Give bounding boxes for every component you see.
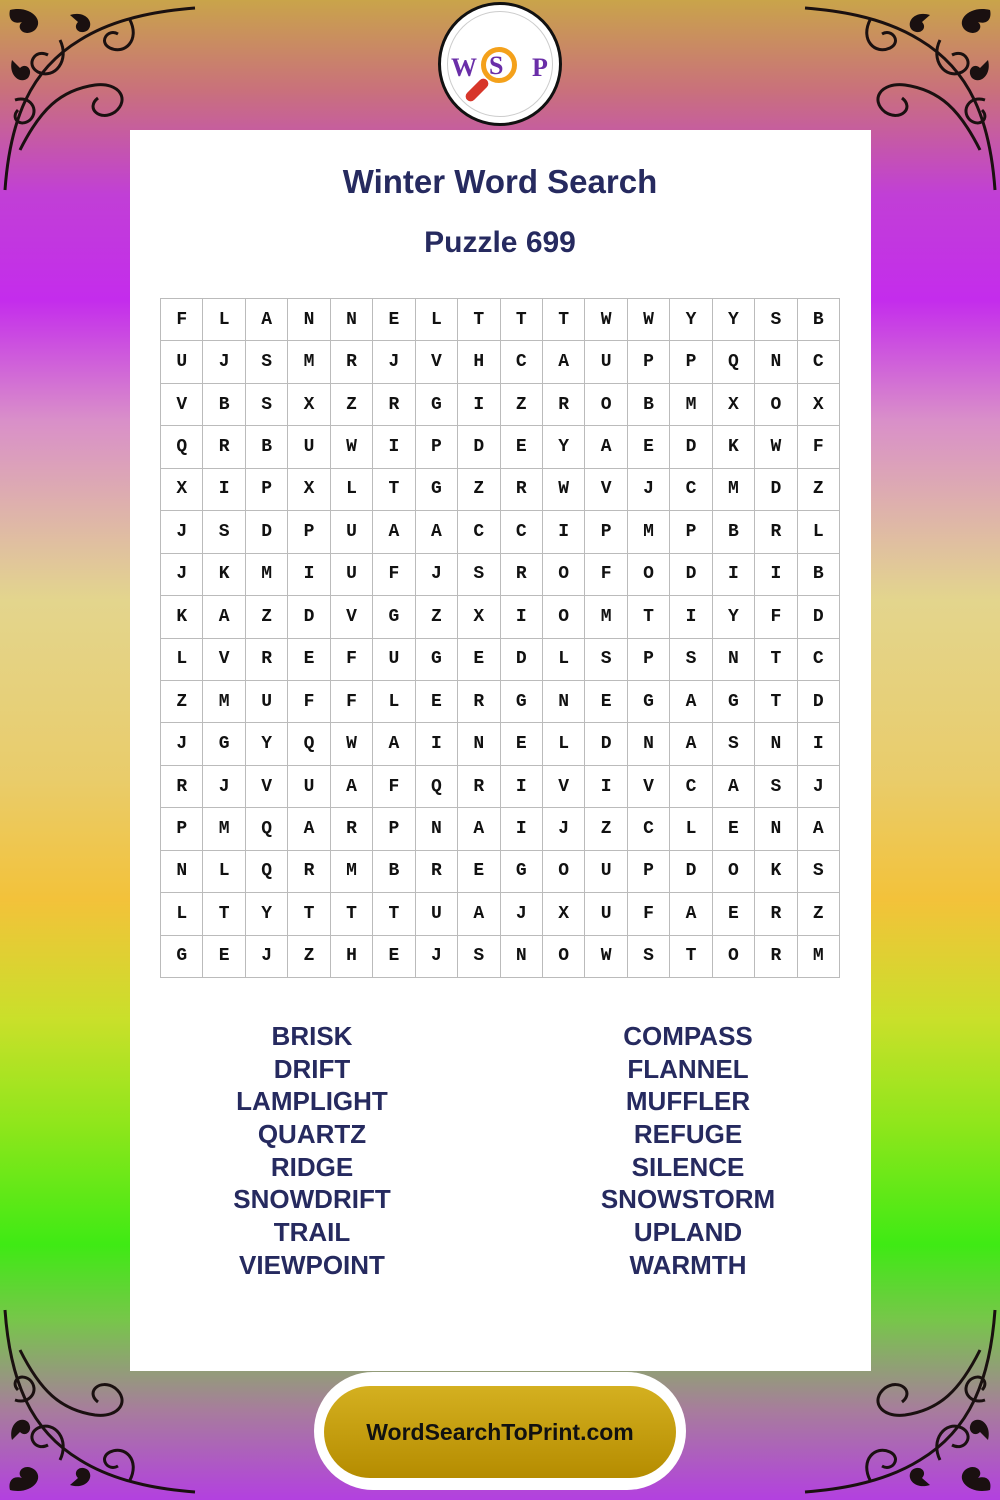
letter-grid bbox=[160, 298, 840, 978]
grid-cell[interactable]: L bbox=[416, 299, 458, 341]
grid-cell[interactable]: Z bbox=[458, 469, 500, 511]
grid-cell[interactable]: F bbox=[628, 893, 670, 935]
word-list-item: BRISK bbox=[271, 1021, 353, 1051]
grid-cell[interactable]: E bbox=[203, 936, 245, 978]
grid-cell[interactable]: P bbox=[416, 426, 458, 468]
puzzle-number: Puzzle 699 bbox=[424, 226, 576, 259]
grid-cell[interactable]: O bbox=[585, 384, 627, 426]
grid-cell[interactable]: N bbox=[331, 299, 373, 341]
grid-cell[interactable]: A bbox=[585, 426, 627, 468]
grid-cell[interactable]: D bbox=[798, 596, 840, 638]
grid-cell[interactable]: B bbox=[203, 384, 245, 426]
grid-cell[interactable]: F bbox=[373, 554, 415, 596]
grid-cell[interactable]: I bbox=[203, 469, 245, 511]
grid-cell[interactable]: W bbox=[585, 299, 627, 341]
grid-cell[interactable]: S bbox=[755, 766, 797, 808]
grid-cell[interactable]: T bbox=[373, 469, 415, 511]
grid-cell[interactable]: D bbox=[246, 511, 288, 553]
grid-cell[interactable]: J bbox=[501, 893, 543, 935]
word-list-item: UPLAND bbox=[633, 1217, 743, 1248]
grid-cell[interactable]: Y bbox=[713, 299, 755, 341]
logo-letter: P bbox=[532, 53, 548, 82]
grid-cell[interactable]: I bbox=[288, 554, 330, 596]
grid-cell[interactable]: M bbox=[798, 936, 840, 978]
grid-cell[interactable]: C bbox=[798, 639, 840, 681]
grid-cell[interactable]: R bbox=[161, 766, 203, 808]
grid-cell[interactable]: D bbox=[755, 469, 797, 511]
grid-cell[interactable]: E bbox=[501, 723, 543, 765]
grid-cell[interactable]: A bbox=[798, 808, 840, 850]
grid-cell[interactable]: A bbox=[331, 766, 373, 808]
grid-cell[interactable]: Q bbox=[246, 851, 288, 893]
grid-cell[interactable]: M bbox=[288, 341, 330, 383]
grid-cell[interactable]: Q bbox=[416, 766, 458, 808]
grid-cell[interactable]: F bbox=[288, 681, 330, 723]
website-link[interactable]: WordSearchToPrint.com bbox=[324, 1386, 676, 1478]
grid-cell[interactable]: V bbox=[246, 766, 288, 808]
grid-cell[interactable]: W bbox=[543, 469, 585, 511]
grid-cell[interactable]: G bbox=[416, 384, 458, 426]
grid-cell[interactable]: R bbox=[458, 766, 500, 808]
grid-cell[interactable]: Q bbox=[288, 723, 330, 765]
grid-cell[interactable]: J bbox=[203, 766, 245, 808]
grid-cell[interactable]: M bbox=[331, 851, 373, 893]
grid-cell[interactable]: D bbox=[458, 426, 500, 468]
grid-cell[interactable]: M bbox=[203, 681, 245, 723]
grid-cell[interactable]: J bbox=[203, 341, 245, 383]
grid-cell[interactable]: B bbox=[373, 851, 415, 893]
grid-cell[interactable]: T bbox=[501, 299, 543, 341]
grid-cell[interactable]: M bbox=[713, 469, 755, 511]
grid-cell[interactable]: B bbox=[798, 554, 840, 596]
grid-cell[interactable]: L bbox=[670, 808, 712, 850]
page-title: Winter Word Search bbox=[342, 163, 658, 200]
grid-cell[interactable]: P bbox=[670, 511, 712, 553]
grid-cell[interactable]: A bbox=[203, 596, 245, 638]
grid-cell[interactable]: I bbox=[543, 511, 585, 553]
grid-cell[interactable]: F bbox=[331, 681, 373, 723]
grid-cell[interactable]: Q bbox=[713, 341, 755, 383]
grid-cell[interactable]: B bbox=[713, 511, 755, 553]
grid-cell[interactable]: I bbox=[585, 766, 627, 808]
word-list-item: SNOWDRIFT bbox=[233, 1184, 391, 1215]
grid-cell[interactable]: J bbox=[161, 554, 203, 596]
word-list-item: FLANNEL bbox=[627, 1053, 749, 1084]
word-list-right bbox=[538, 1020, 838, 1282]
grid-cell[interactable]: Y bbox=[246, 893, 288, 935]
grid-cell[interactable]: R bbox=[373, 384, 415, 426]
word-list-item: QUARTZ bbox=[257, 1119, 367, 1150]
grid-cell[interactable]: X bbox=[543, 893, 585, 935]
grid-cell[interactable]: B bbox=[628, 384, 670, 426]
grid-cell[interactable]: L bbox=[543, 723, 585, 765]
grid-cell[interactable]: G bbox=[501, 851, 543, 893]
grid-cell[interactable]: E bbox=[416, 681, 458, 723]
grid-cell[interactable]: J bbox=[543, 808, 585, 850]
grid-cell[interactable]: X bbox=[161, 469, 203, 511]
grid-cell[interactable]: C bbox=[501, 341, 543, 383]
grid-cell[interactable]: V bbox=[543, 766, 585, 808]
grid-cell[interactable]: V bbox=[331, 596, 373, 638]
grid-cell[interactable]: S bbox=[203, 511, 245, 553]
grid-cell[interactable]: N bbox=[755, 808, 797, 850]
grid-cell[interactable]: E bbox=[713, 893, 755, 935]
grid-cell[interactable]: X bbox=[288, 469, 330, 511]
grid-cell[interactable]: N bbox=[416, 808, 458, 850]
grid-cell[interactable]: W bbox=[331, 426, 373, 468]
grid-cell[interactable]: Y bbox=[543, 426, 585, 468]
word-list-item: COMPASS bbox=[623, 1021, 753, 1051]
grid-cell[interactable]: S bbox=[246, 341, 288, 383]
grid-cell[interactable]: I bbox=[501, 766, 543, 808]
grid-cell[interactable]: P bbox=[628, 851, 670, 893]
grid-cell[interactable]: D bbox=[670, 426, 712, 468]
grid-cell[interactable]: U bbox=[331, 554, 373, 596]
grid-cell[interactable]: T bbox=[670, 936, 712, 978]
grid-cell[interactable]: W bbox=[331, 723, 373, 765]
grid-cell[interactable]: Y bbox=[670, 299, 712, 341]
grid-cell[interactable]: Z bbox=[416, 596, 458, 638]
grid-cell[interactable]: E bbox=[628, 426, 670, 468]
grid-cell[interactable]: R bbox=[331, 341, 373, 383]
grid-cell[interactable]: F bbox=[161, 299, 203, 341]
grid-cell[interactable]: M bbox=[203, 808, 245, 850]
grid-cell[interactable]: O bbox=[543, 596, 585, 638]
grid-cell[interactable]: E bbox=[585, 681, 627, 723]
grid-cell[interactable]: S bbox=[755, 299, 797, 341]
grid-cell[interactable]: R bbox=[331, 808, 373, 850]
grid-cell[interactable]: P bbox=[585, 511, 627, 553]
grid-cell[interactable]: R bbox=[288, 851, 330, 893]
grid-cell[interactable]: G bbox=[161, 936, 203, 978]
grid-cell[interactable]: N bbox=[501, 936, 543, 978]
grid-cell[interactable]: U bbox=[288, 766, 330, 808]
grid-cell[interactable]: K bbox=[755, 851, 797, 893]
grid-cell[interactable]: N bbox=[713, 639, 755, 681]
grid-cell[interactable]: R bbox=[203, 426, 245, 468]
grid-cell[interactable]: G bbox=[373, 596, 415, 638]
grid-cell[interactable]: R bbox=[416, 851, 458, 893]
grid-cell[interactable]: E bbox=[373, 936, 415, 978]
grid-cell[interactable]: D bbox=[670, 851, 712, 893]
word-list-item: REFUGE bbox=[633, 1119, 743, 1150]
grid-cell[interactable]: U bbox=[585, 893, 627, 935]
grid-cell[interactable]: O bbox=[628, 554, 670, 596]
grid-cell[interactable]: T bbox=[755, 639, 797, 681]
word-list-item: SNOWSTORM bbox=[600, 1184, 776, 1215]
grid-cell[interactable]: U bbox=[246, 681, 288, 723]
word-list-item: VIEWPOINT bbox=[239, 1249, 385, 1280]
grid-cell[interactable]: B bbox=[798, 299, 840, 341]
grid-cell[interactable]: W bbox=[585, 936, 627, 978]
grid-cell[interactable]: V bbox=[203, 639, 245, 681]
grid-cell[interactable]: I bbox=[798, 723, 840, 765]
grid-cell[interactable]: R bbox=[501, 469, 543, 511]
grid-cell[interactable]: Q bbox=[246, 808, 288, 850]
grid-cell[interactable]: S bbox=[628, 936, 670, 978]
grid-cell[interactable]: O bbox=[713, 936, 755, 978]
grid-cell[interactable]: U bbox=[585, 851, 627, 893]
word-list-item: SILENCE bbox=[631, 1151, 745, 1182]
grid-cell[interactable]: M bbox=[628, 511, 670, 553]
grid-cell[interactable]: A bbox=[670, 681, 712, 723]
grid-cell[interactable]: S bbox=[713, 723, 755, 765]
grid-cell[interactable]: S bbox=[670, 639, 712, 681]
grid-cell[interactable]: U bbox=[585, 341, 627, 383]
grid-cell[interactable]: T bbox=[203, 893, 245, 935]
grid-cell[interactable]: J bbox=[416, 936, 458, 978]
grid-cell[interactable]: N bbox=[161, 851, 203, 893]
grid-cell[interactable]: X bbox=[713, 384, 755, 426]
grid-cell[interactable]: E bbox=[458, 851, 500, 893]
grid-cell[interactable]: N bbox=[288, 299, 330, 341]
grid-cell[interactable]: T bbox=[288, 893, 330, 935]
grid-cell[interactable]: I bbox=[501, 808, 543, 850]
grid-cell[interactable]: J bbox=[798, 766, 840, 808]
grid-cell[interactable]: O bbox=[543, 554, 585, 596]
grid-cell[interactable]: G bbox=[713, 681, 755, 723]
grid-cell[interactable]: I bbox=[501, 596, 543, 638]
grid-cell[interactable]: L bbox=[161, 639, 203, 681]
grid-cell[interactable]: P bbox=[628, 639, 670, 681]
grid-cell[interactable]: K bbox=[161, 596, 203, 638]
grid-cell[interactable]: J bbox=[161, 723, 203, 765]
grid-cell[interactable]: Q bbox=[161, 426, 203, 468]
grid-cell[interactable]: E bbox=[713, 808, 755, 850]
grid-cell[interactable]: A bbox=[373, 511, 415, 553]
grid-cell[interactable]: Z bbox=[501, 384, 543, 426]
grid-cell[interactable]: A bbox=[670, 723, 712, 765]
grid-cell[interactable]: I bbox=[755, 554, 797, 596]
grid-cell[interactable]: A bbox=[373, 723, 415, 765]
grid-cell[interactable]: A bbox=[246, 299, 288, 341]
grid-cell[interactable]: I bbox=[416, 723, 458, 765]
grid-cell[interactable]: S bbox=[458, 936, 500, 978]
grid-cell[interactable]: Z bbox=[798, 893, 840, 935]
grid-cell[interactable]: J bbox=[373, 341, 415, 383]
grid-cell[interactable]: M bbox=[585, 596, 627, 638]
grid-cell[interactable]: W bbox=[755, 426, 797, 468]
grid-cell[interactable]: A bbox=[458, 808, 500, 850]
grid-cell[interactable]: C bbox=[458, 511, 500, 553]
grid-cell[interactable]: E bbox=[288, 639, 330, 681]
grid-cell[interactable]: M bbox=[670, 384, 712, 426]
grid-cell[interactable]: U bbox=[288, 426, 330, 468]
grid-cell[interactable]: J bbox=[416, 554, 458, 596]
grid-cell[interactable]: A bbox=[713, 766, 755, 808]
grid-cell[interactable]: D bbox=[288, 596, 330, 638]
grid-cell[interactable]: X bbox=[288, 384, 330, 426]
grid-cell[interactable]: A bbox=[416, 511, 458, 553]
grid-cell[interactable]: O bbox=[543, 936, 585, 978]
grid-cell[interactable]: X bbox=[458, 596, 500, 638]
grid-cell[interactable]: F bbox=[585, 554, 627, 596]
grid-cell[interactable]: S bbox=[585, 639, 627, 681]
grid-cell[interactable]: U bbox=[416, 893, 458, 935]
grid-cell[interactable]: J bbox=[161, 511, 203, 553]
grid-cell[interactable]: G bbox=[628, 681, 670, 723]
grid-cell[interactable]: U bbox=[373, 639, 415, 681]
grid-cell[interactable]: D bbox=[585, 723, 627, 765]
word-list-item: RIDGE bbox=[270, 1151, 354, 1182]
grid-cell[interactable]: R bbox=[458, 681, 500, 723]
grid-cell[interactable]: N bbox=[628, 723, 670, 765]
grid-cell[interactable]: F bbox=[798, 426, 840, 468]
logo-letter: S bbox=[489, 51, 504, 80]
grid-cell[interactable]: T bbox=[628, 596, 670, 638]
grid-cell[interactable]: D bbox=[798, 681, 840, 723]
grid-cell[interactable]: G bbox=[416, 639, 458, 681]
grid-cell[interactable]: V bbox=[161, 384, 203, 426]
word-list-left bbox=[162, 1020, 462, 1282]
grid-cell[interactable]: J bbox=[628, 469, 670, 511]
grid-cell[interactable]: S bbox=[458, 554, 500, 596]
grid-cell[interactable]: C bbox=[798, 341, 840, 383]
grid-cell[interactable]: L bbox=[203, 851, 245, 893]
grid-cell[interactable]: S bbox=[246, 384, 288, 426]
grid-cell[interactable]: H bbox=[331, 936, 373, 978]
grid-cell[interactable]: E bbox=[373, 299, 415, 341]
grid-cell[interactable]: L bbox=[543, 639, 585, 681]
grid-cell[interactable]: P bbox=[161, 808, 203, 850]
grid-cell[interactable]: Z bbox=[246, 596, 288, 638]
grid-cell[interactable]: Z bbox=[798, 469, 840, 511]
grid-cell[interactable]: P bbox=[670, 341, 712, 383]
grid-cell[interactable]: N bbox=[755, 341, 797, 383]
grid-cell[interactable]: F bbox=[331, 639, 373, 681]
grid-cell[interactable]: W bbox=[628, 299, 670, 341]
grid-cell[interactable]: Z bbox=[161, 681, 203, 723]
word-list-item: TRAIL bbox=[273, 1217, 351, 1248]
grid-cell[interactable]: S bbox=[798, 851, 840, 893]
grid-cell[interactable]: T bbox=[755, 681, 797, 723]
grid-cell[interactable]: O bbox=[543, 851, 585, 893]
grid-cell[interactable]: I bbox=[670, 596, 712, 638]
grid-cell[interactable]: T bbox=[543, 299, 585, 341]
grid-cell[interactable]: A bbox=[288, 808, 330, 850]
grid-cell[interactable]: R bbox=[755, 511, 797, 553]
grid-cell[interactable]: A bbox=[670, 893, 712, 935]
grid-cell[interactable]: R bbox=[501, 554, 543, 596]
grid-cell[interactable]: K bbox=[203, 554, 245, 596]
grid-cell[interactable]: L bbox=[331, 469, 373, 511]
grid-cell[interactable]: K bbox=[713, 426, 755, 468]
grid-cell[interactable]: U bbox=[161, 341, 203, 383]
grid-cell[interactable]: I bbox=[458, 384, 500, 426]
grid-cell[interactable]: Y bbox=[713, 596, 755, 638]
grid-cell[interactable]: X bbox=[798, 384, 840, 426]
grid-cell[interactable]: Z bbox=[331, 384, 373, 426]
grid-cell[interactable]: O bbox=[755, 384, 797, 426]
grid-cell[interactable]: G bbox=[416, 469, 458, 511]
word-list-item: WARMTH bbox=[629, 1249, 747, 1280]
logo-letter: W bbox=[451, 53, 477, 82]
word-list-item: LAMPLIGHT bbox=[236, 1086, 388, 1117]
grid-cell[interactable]: I bbox=[713, 554, 755, 596]
grid-cell[interactable]: G bbox=[501, 681, 543, 723]
grid-cell[interactable]: R bbox=[755, 893, 797, 935]
grid-cell[interactable]: U bbox=[331, 511, 373, 553]
grid-cell[interactable]: L bbox=[373, 681, 415, 723]
grid-cell[interactable]: T bbox=[458, 299, 500, 341]
grid-cell[interactable]: P bbox=[246, 469, 288, 511]
grid-cell[interactable]: N bbox=[543, 681, 585, 723]
grid-cell[interactable]: P bbox=[628, 341, 670, 383]
word-list-item: DRIFT bbox=[273, 1053, 351, 1084]
grid-cell[interactable]: F bbox=[755, 596, 797, 638]
grid-cell[interactable]: Z bbox=[288, 936, 330, 978]
grid-cell[interactable]: L bbox=[798, 511, 840, 553]
grid-cell[interactable]: V bbox=[416, 341, 458, 383]
grid-cell[interactable]: E bbox=[458, 639, 500, 681]
grid-cell[interactable]: F bbox=[373, 766, 415, 808]
grid-cell[interactable]: C bbox=[501, 511, 543, 553]
grid-cell[interactable]: A bbox=[543, 341, 585, 383]
grid-cell[interactable]: M bbox=[246, 554, 288, 596]
grid-cell[interactable]: H bbox=[458, 341, 500, 383]
grid-cell[interactable]: R bbox=[246, 639, 288, 681]
grid-cell[interactable]: T bbox=[331, 893, 373, 935]
grid-cell[interactable]: C bbox=[670, 469, 712, 511]
grid-cell[interactable]: C bbox=[628, 808, 670, 850]
grid-cell[interactable]: Y bbox=[246, 723, 288, 765]
word-list-item: MUFFLER bbox=[625, 1086, 751, 1117]
grid-cell[interactable]: L bbox=[203, 299, 245, 341]
grid-cell[interactable]: V bbox=[585, 469, 627, 511]
grid-cell[interactable]: D bbox=[670, 554, 712, 596]
grid-cell[interactable]: A bbox=[458, 893, 500, 935]
grid-cell[interactable]: Z bbox=[585, 808, 627, 850]
grid-cell[interactable]: O bbox=[713, 851, 755, 893]
grid-cell[interactable]: I bbox=[373, 426, 415, 468]
grid-cell[interactable]: N bbox=[458, 723, 500, 765]
grid-cell[interactable]: V bbox=[628, 766, 670, 808]
grid-cell[interactable]: G bbox=[203, 723, 245, 765]
grid-cell[interactable]: P bbox=[288, 511, 330, 553]
grid-cell[interactable]: L bbox=[161, 893, 203, 935]
grid-cell[interactable]: E bbox=[501, 426, 543, 468]
grid-cell[interactable]: C bbox=[670, 766, 712, 808]
grid-cell[interactable]: R bbox=[755, 936, 797, 978]
grid-cell[interactable]: T bbox=[373, 893, 415, 935]
grid-cell[interactable]: B bbox=[246, 426, 288, 468]
wsp-logo bbox=[438, 2, 562, 126]
grid-cell[interactable]: J bbox=[246, 936, 288, 978]
grid-cell[interactable]: P bbox=[373, 808, 415, 850]
grid-cell[interactable]: N bbox=[755, 723, 797, 765]
grid-cell[interactable]: D bbox=[501, 639, 543, 681]
grid-cell[interactable]: R bbox=[543, 384, 585, 426]
